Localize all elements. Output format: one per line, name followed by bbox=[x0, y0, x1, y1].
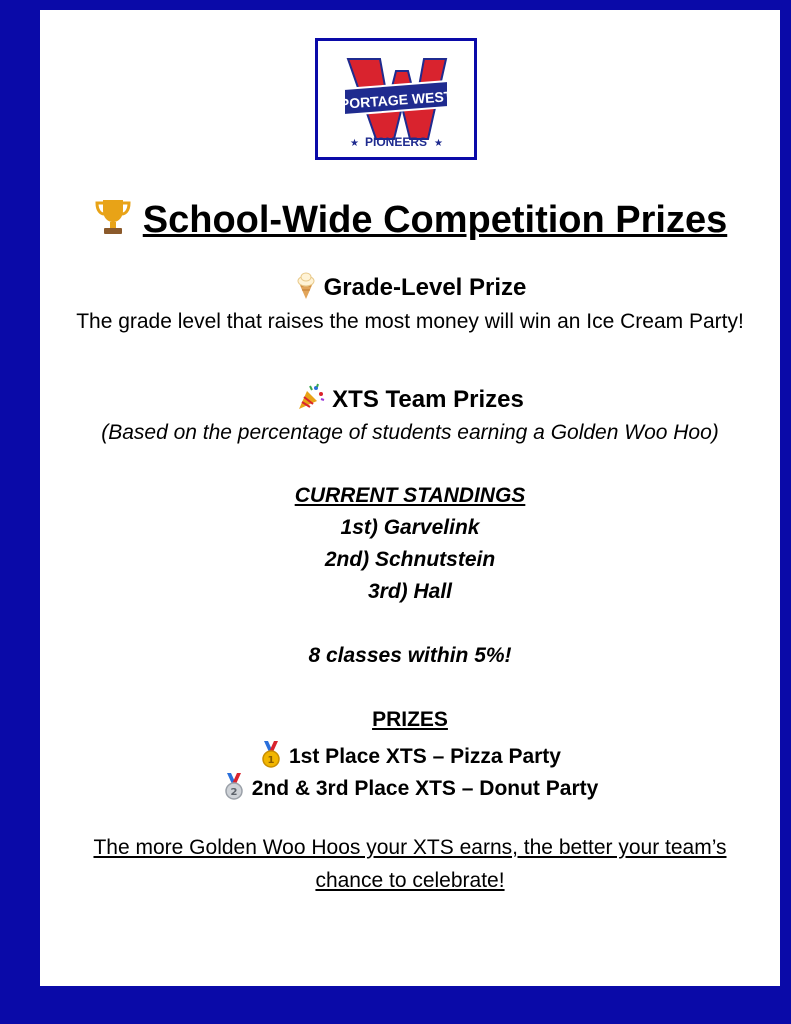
closing-line-2: chance to celebrate! bbox=[315, 869, 505, 892]
prize-first bbox=[40, 740, 780, 774]
standing-2: 2nd) Schnutstein bbox=[324, 548, 496, 571]
logo-mascot: PIONEERS bbox=[364, 135, 428, 149]
logo-star-left: ★ bbox=[350, 138, 359, 149]
logo-banner: PORTAGE WEST bbox=[339, 88, 453, 112]
standings-heading: CURRENT STANDINGS bbox=[294, 484, 526, 507]
page-title bbox=[40, 196, 780, 246]
closing-line-1: The more Golden Woo Hoos your XTS earns, the better your team’s bbox=[93, 836, 727, 859]
xts-heading bbox=[40, 382, 780, 419]
trophy-icon bbox=[93, 196, 133, 246]
prize-second-third bbox=[40, 772, 780, 806]
logo-star-right: ★ bbox=[434, 138, 443, 149]
grade-level-description: The grade level that raises the most money will win an Ice Cream Party! bbox=[76, 310, 744, 333]
standings-note: 8 classes within 5%! bbox=[308, 644, 512, 667]
prize-first-label: 1st Place XTS – Pizza Party bbox=[289, 745, 561, 768]
grade-level-heading-text: Grade-Level Prize bbox=[323, 274, 527, 301]
party-popper-icon bbox=[296, 382, 326, 419]
ice-cream-icon bbox=[294, 272, 318, 307]
svg-text:1: 1 bbox=[267, 755, 275, 766]
prizes-heading: PRIZES bbox=[372, 708, 448, 731]
silver-medal-icon bbox=[222, 772, 246, 806]
grade-level-heading bbox=[40, 272, 780, 307]
gold-medal-icon bbox=[259, 740, 283, 774]
svg-text:2: 2 bbox=[230, 787, 238, 798]
xts-subtitle: (Based on the percentage of students earning a Golden Woo Hoo) bbox=[101, 421, 719, 444]
title-text: School-Wide Competition Prizes bbox=[142, 199, 728, 241]
standing-1: 1st) Garvelink bbox=[340, 516, 480, 539]
xts-heading-text: XTS Team Prizes bbox=[332, 386, 524, 413]
prize-second-third-label: 2nd & 3rd Place XTS – Donut Party bbox=[251, 777, 599, 800]
flyer-page bbox=[40, 10, 780, 986]
standing-3: 3rd) Hall bbox=[367, 580, 453, 603]
school-logo bbox=[315, 38, 477, 160]
